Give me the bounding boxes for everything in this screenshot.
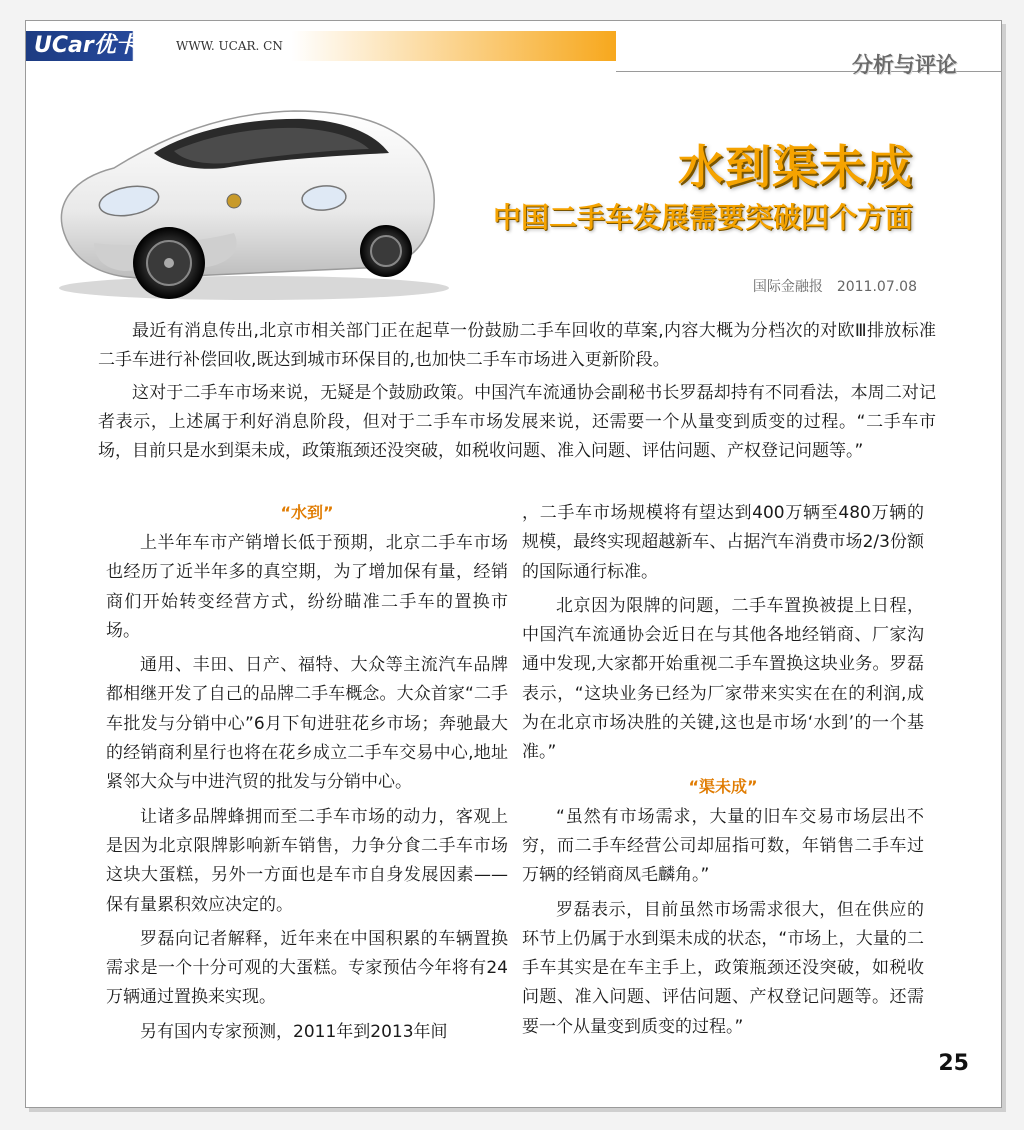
body-paragraph: “虽然有市场需求，大量的旧车交易市场层出不穷，而二手车经营公司却屈指可数，年销售二手车过万辆的经销商凤毛麟角。” (522, 806, 924, 886)
site-url: WWW. UCAR. CN (176, 39, 283, 53)
intro-text (98, 317, 936, 466)
body-paragraph: 罗磊向记者解释，近年来在中国积累的车辆置换需求是一个十分可观的大蛋糕。专家预估今年将有24万辆通过置换来实现。 (106, 928, 508, 1008)
body-paragraph: 北京因为限牌的问题，二手车置换被提上日程，中国汽车流通协会近日在与其他各地经销商、厂家沟通中发现,大家都开始重视二手车置换这块业务。罗磊表示，“这块业务已经为厂家带来实实在在的利润,成为在北京市场决胜的关键,这也是市场‘水到’的一个基准。” (522, 595, 924, 763)
body-paragraph: 罗磊表示，目前虽然市场需求很大，但在供应的环节上仍属于水到渠未成的状态，“市场上，大量的二手车其实是在车主手上，政策瓶颈还没突破，如税收问题、准入问题、评估问题、产权登记问题等。还需要一个从量变到质变的过程。” (522, 899, 924, 1037)
right-column (522, 499, 924, 1047)
section-title: 分析与评论 (852, 53, 957, 77)
body-paragraph: 另有国内专家预测，2011年到2013年间 (140, 1021, 448, 1042)
body-paragraph: 让诸多品牌蜂拥而至二手车市场的动力，客观上是因为北京限牌影响新车销售，力争分食二手车市场这块大蛋糕，另外一方面也是车市自身发展因素——保有量累积效应决定的。 (106, 806, 508, 915)
article-source: 国际金融报 2011.07.08 (752, 279, 917, 295)
page-number: 25 (938, 1051, 969, 1076)
body-paragraph: 通用、丰田、日产、福特、大众等主流汽车品牌都相继开发了自己的品牌二手车概念。大众首家“二手车批发与分销中心”6月下旬进驻花乡市场；奔驰最大的经销商利星行也将在花乡成立二手车交易中心,地址紧邻大众与中进汽贸的批发与分销中心。 (106, 655, 508, 793)
subhead-shuidao: “水到” (280, 503, 334, 522)
continued-paragraph: ，二手车市场规模将有望达到400万辆至480万辆的规模，最终实现超越新车、占据汽车消费市场2/3份额的国际通行标准。 (522, 503, 924, 582)
body-paragraph: 上半年车市产销增长低于预期，北京二手车市场也经历了近半年多的真空期，为了增加保有量，经销商们开始转变经营方式，纷纷瞄准二手车的置换市场。 (106, 533, 508, 641)
intro-paragraph: 最近有消息传出,北京市相关部门正在起草一份鼓励二手车回收的草案,内容大概为分档次的对欧Ⅲ排放标准二手车进行补偿回收,既达到城市环保目的,也加快二手车市场进入更新阶段。 (98, 321, 936, 370)
subhead-quweicheng: “渠未成” (688, 776, 758, 796)
article-title: 水到渠未成 (678, 140, 913, 194)
ucar-logo: UCar优卡 (34, 33, 138, 58)
car-image (34, 83, 454, 303)
article-subtitle: 中国二手车发展需要突破四个方面 (492, 201, 913, 234)
magazine-page (25, 20, 1002, 1108)
left-column (106, 499, 508, 1052)
intro-paragraph: 这对于二手车市场来说，无疑是个鼓励政策。中国汽车流通协会副秘书长罗磊却持有不同看法，本周二对记者表示，上述属于利好消息阶段，但对于二手车市场发展来说，还需要一个从量变到质变的过程。“二手车市场，目前只是水到渠未成，政策瓶颈还没突破，如税收问题、准入问题、评估问题、产权登记问题等。” (98, 383, 936, 461)
